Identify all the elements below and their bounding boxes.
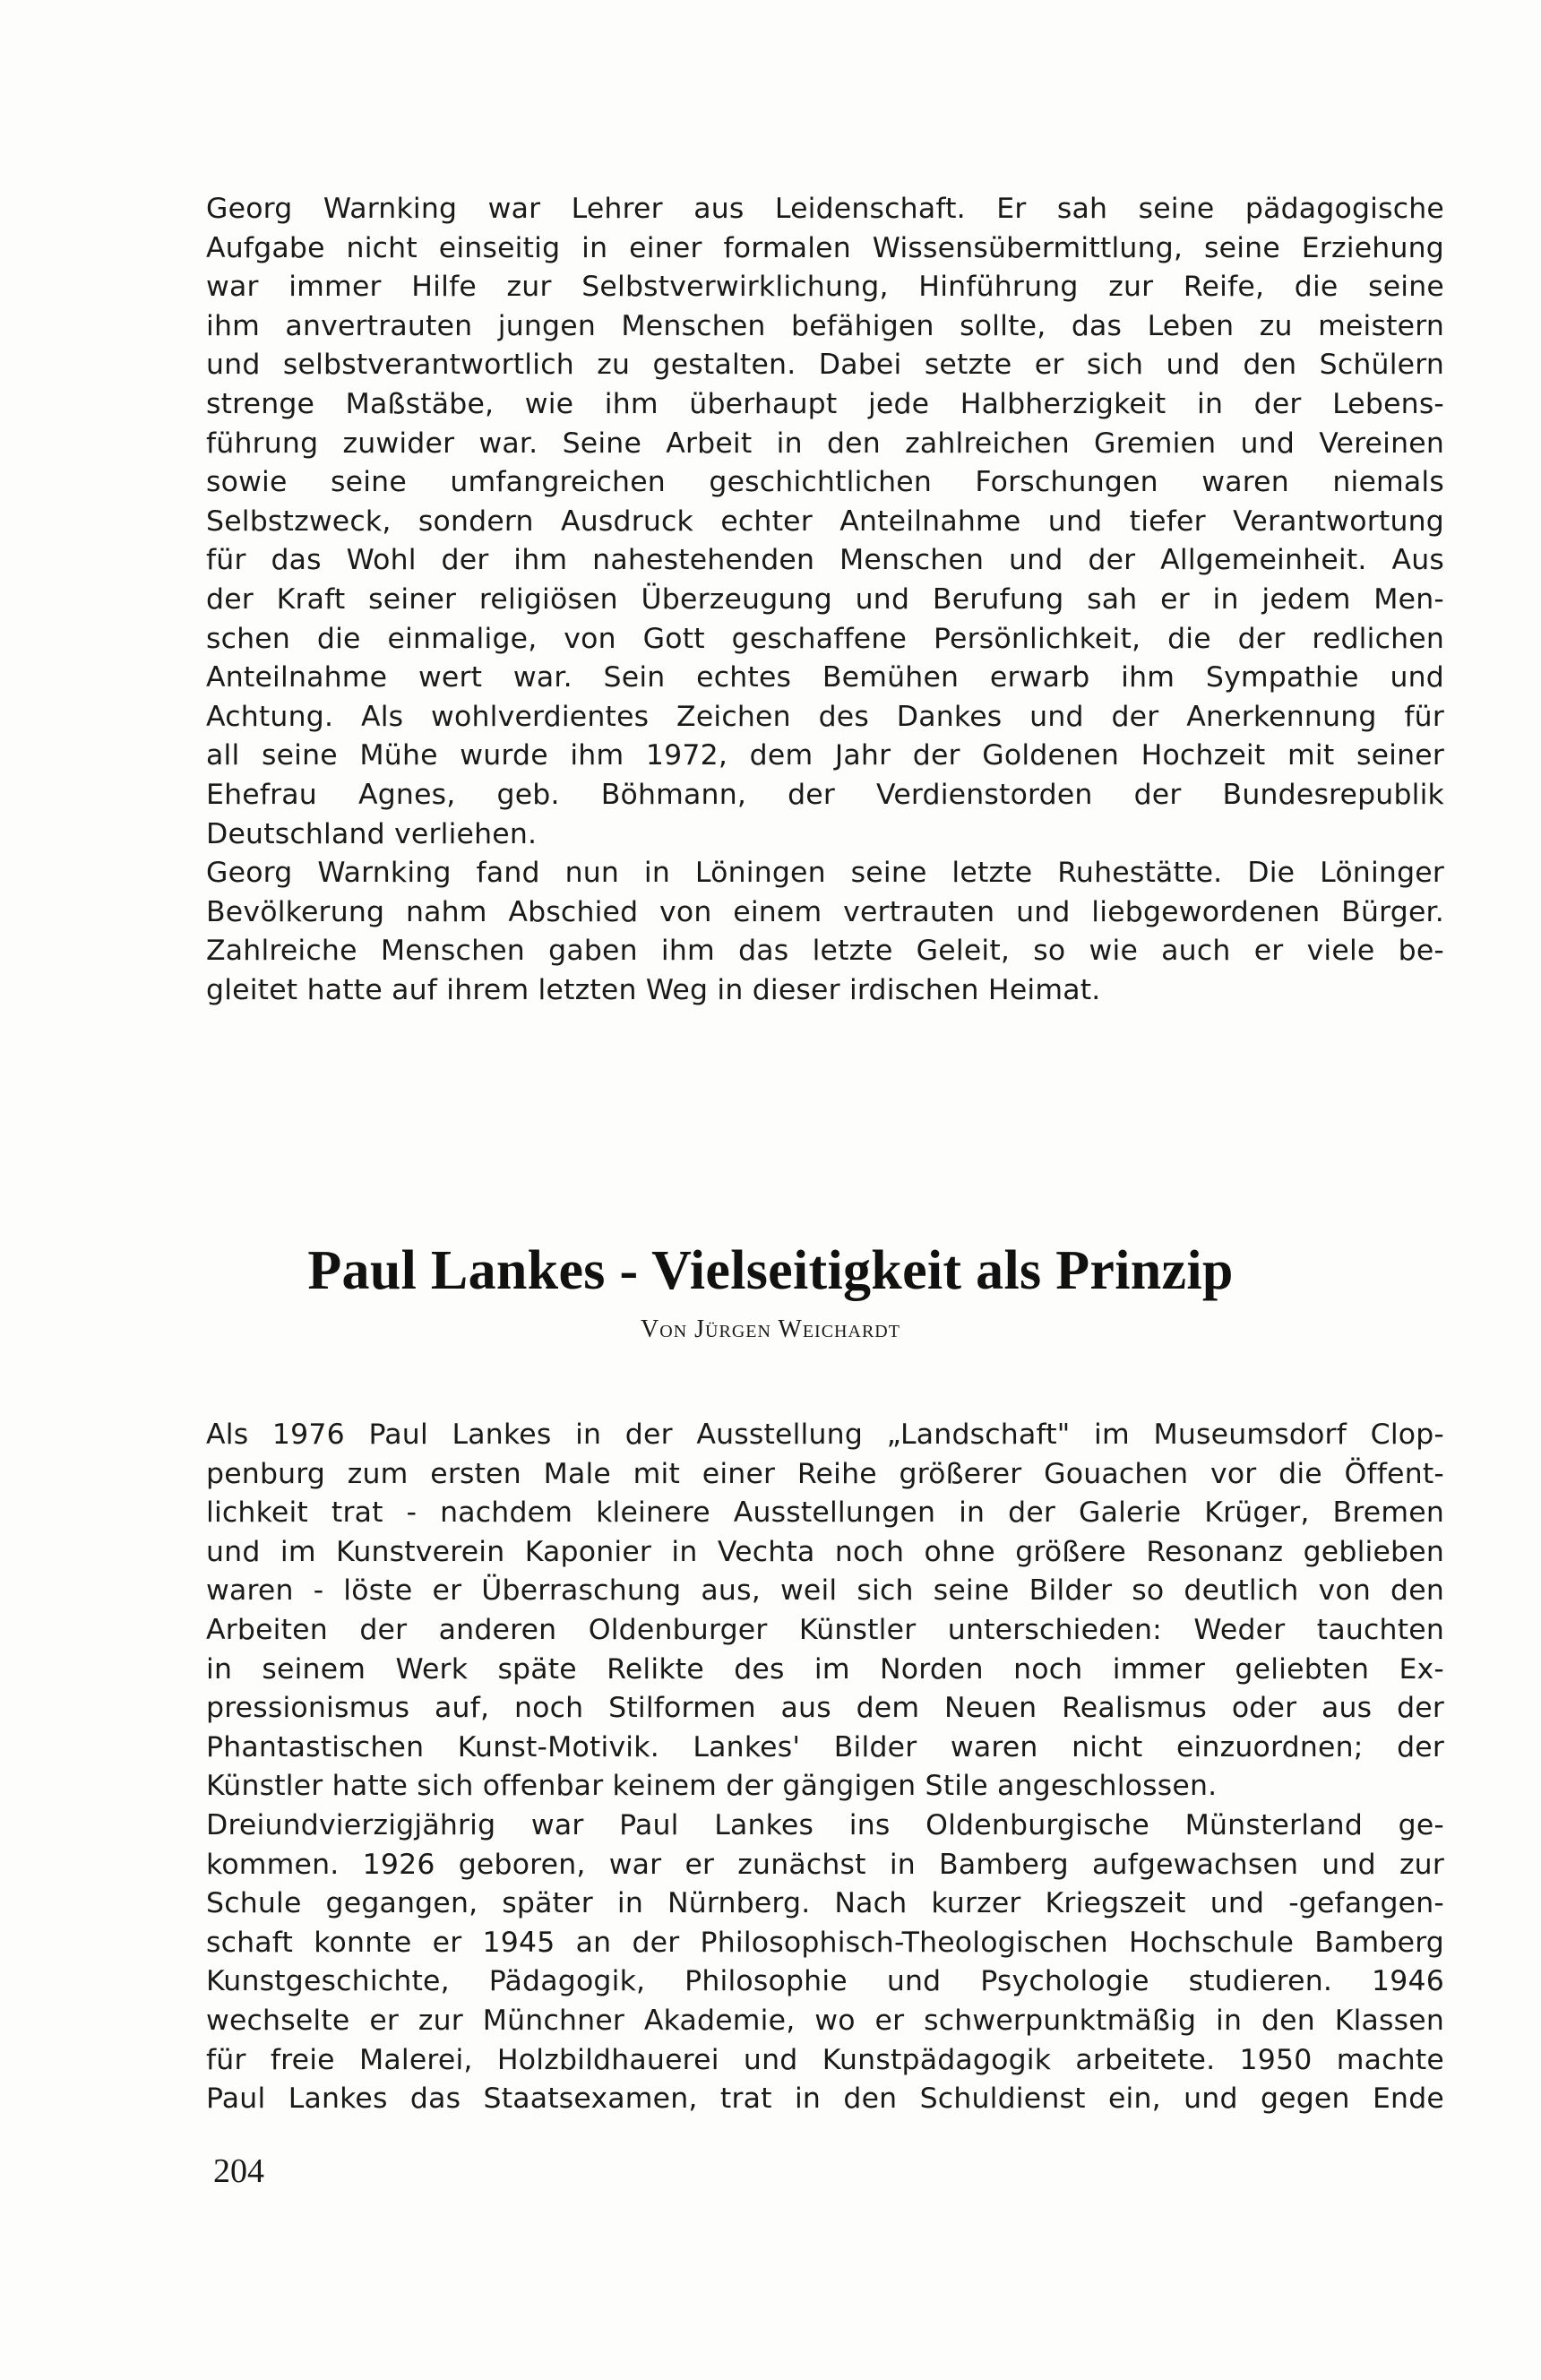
text-line: kommen. 1926 geboren, war er zunächst in Bamberg aufgewachsen und zur [206, 1848, 1444, 1881]
text-line: Künstler hatte sich offenbar keinem der gängigen Stile angeschlossen. [206, 1770, 1218, 1803]
text-block-warnking [206, 190, 1444, 1010]
text-line: in seinem Werk späte Relikte des im Norden noch immer geliebten Ex- [206, 1652, 1444, 1686]
text-line: Achtung. Als wohlverdientes Zeichen des Dankes und der Anerkennung für [206, 700, 1444, 733]
text-line: Aufgabe nicht einseitig in einer formalen Wissensübermittlung, seine Erziehung [206, 231, 1444, 264]
text-line: Selbstzweck, sondern Ausdruck echter Anteilnahme und tiefer Verantwortung [206, 504, 1444, 538]
article-author: Von Jürgen Weichardt [641, 1315, 900, 1343]
text-line: Als 1976 Paul Lankes in der Ausstellung „Landschaft" im Museumsdorf Clop- [206, 1419, 1444, 1451]
text-line: Georg Warnking fand nun in Löningen seine letzte Ruhestätte. Die Löninger [206, 857, 1444, 890]
text-line: führung zuwider war. Seine Arbeit in den zahlreichen Gremien und Vereinen [206, 427, 1444, 460]
text-line: und selbstverantwortlich zu gestalten. Dabei setzte er sich und den Schülern [206, 349, 1444, 382]
text-line: wechselte er zur Münchner Akademie, wo er schwerpunktmäßig in den Klassen [206, 2004, 1444, 2037]
article-title: Paul Lankes - Vielseitigkeit als Prinzip [307, 1240, 1234, 1301]
text-line: Dreiundvierzigjährig war Paul Lankes ins Oldenburgische Münsterland ge- [206, 1808, 1444, 1841]
text-line: für das Wohl der ihm nahestehenden Menschen und der Allgemeinheit. Aus [206, 544, 1444, 577]
text-line: gleitet hatte auf ihrem letzten Weg in dieser irdischen Heimat. [206, 973, 1101, 1006]
text-line: Schule gegangen, später in Nürnberg. Nach kurzer Kriegszeit und -gefangen- [206, 1887, 1444, 1920]
text-line: und im Kunstverein Kaponier in Vechta noch ohne größere Resonanz geblieben [206, 1535, 1444, 1568]
text-line: Zahlreiche Menschen gaben ihm das letzte Geleit, so wie auch er viele be- [206, 935, 1444, 968]
text-line: pressionismus auf, noch Stilformen aus dem Neuen Realismus oder aus der [206, 1692, 1444, 1725]
text-line: waren - löste er Überraschung aus, weil sich seine Bilder so deutlich von den [206, 1574, 1444, 1608]
text-line: strenge Maßstäbe, wie ihm überhaupt jede Halbherzigkeit in der Lebens- [206, 387, 1444, 420]
text-line: war immer Hilfe zur Selbstverwirklichung, Hinführung zur Reife, die seine [206, 271, 1444, 304]
text-line: ihm anvertrauten jungen Menschen befähigen sollte, das Leben zu meistern [206, 309, 1444, 342]
text-line: Deutschland verliehen. [206, 817, 538, 850]
text-line: schen die einmalige, von Gott geschaffene Persönlichkeit, die der redlichen [206, 622, 1444, 655]
text-line: Ehefrau Agnes, geb. Böhmann, der Verdienstorden der Bundesrepublik [206, 778, 1444, 811]
text-line: sowie seine umfangreichen geschichtlichen Forschungen waren niemals [206, 466, 1444, 499]
text-line: für freie Malerei, Holzbildhauerei und Kunstpädagogik arbeitete. 1950 machte [206, 2043, 1444, 2076]
text-line: der Kraft seiner religiösen Überzeugung und Berufung sah er in jedem Men- [206, 582, 1444, 616]
text-line: Arbeiten der anderen Oldenburger Künstler unterschieden: Weder tauchten [206, 1613, 1444, 1646]
text-line: penburg zum ersten Male mit einer Reihe größerer Gouachen vor die Öffent- [206, 1457, 1444, 1490]
text-line: Paul Lankes das Staatsexamen, trat in den Schuldienst ein, und gegen Ende [206, 2082, 1444, 2116]
text-line: schaft konnte er 1945 an der Philosophisch-Theologischen Hochschule Bamberg [206, 1926, 1444, 1959]
text-line: Kunstgeschichte, Pädagogik, Philosophie und Psychologie studieren. 1946 [206, 1965, 1444, 1998]
text-line: Georg Warnking war Lehrer aus Leidenschaft. Er sah seine pädagogische [206, 193, 1444, 225]
text-line: all seine Mühe wurde ihm 1972, dem Jahr der Goldenen Hochzeit mit seiner [206, 739, 1444, 772]
text-line: Phantastischen Kunst-Motivik. Lankes' Bilder waren nicht einzuordnen; der [206, 1730, 1444, 1763]
text-line: Anteilnahme wert war. Sein echtes Bemühen erwarb ihm Sympathie und [206, 661, 1444, 694]
text-line: lichkeit trat - nachdem kleinere Ausstellungen in der Galerie Krüger, Bremen [206, 1496, 1444, 1530]
text-block-lankes [206, 1416, 1444, 2119]
text-line: Bevölkerung nahm Abschied von einem vertrauten und liebgewordenen Bürger. [206, 895, 1444, 928]
page-number: 204 [213, 2152, 264, 2190]
